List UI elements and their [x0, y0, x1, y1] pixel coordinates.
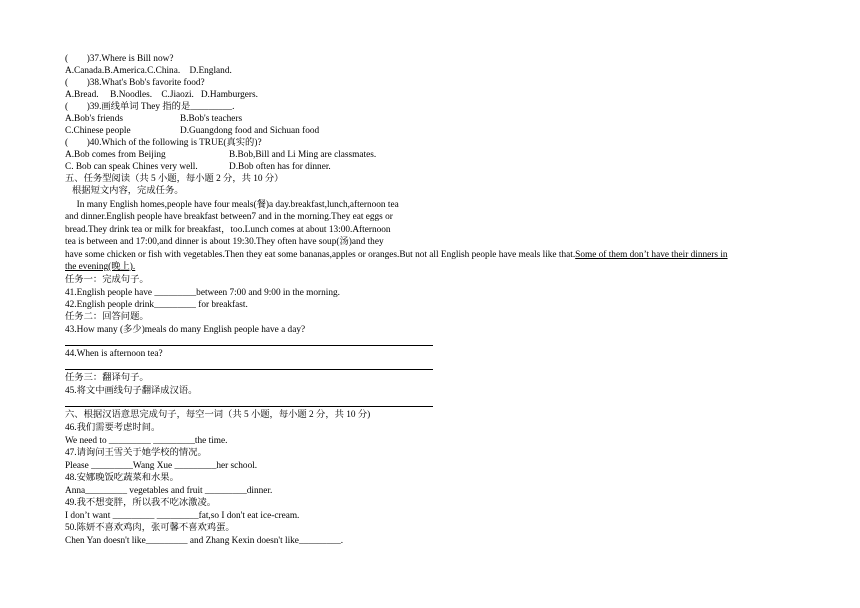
- question-48-english: Anna_________ vegetables and fruit _________dinner.: [65, 486, 273, 496]
- passage-line-4: tea is between and 17:00,and dinner is about 19:30.They often have soup(汤)and they: [65, 237, 384, 247]
- question-43: 43.How many (多少)meals do many English people have a day?: [65, 325, 306, 335]
- answer-line-43: [65, 345, 433, 346]
- question-45: 45.将文中画线句子翻译成汉语。: [65, 386, 198, 396]
- passage-line-5: [65, 250, 728, 261]
- question-44: 44.When is afternoon tea?: [65, 349, 163, 359]
- section-5-instruction: 根据短文内容，完成任务。: [65, 186, 184, 196]
- question-46-chinese: 46.我们需要考虑时间。: [65, 423, 161, 433]
- question-40-option-c: C. Bob can speak Chines very well.: [65, 162, 198, 172]
- passage-text: have some chicken or fish with vegetables.Then they eat some bananas,apples or oranges.But not all English people have meals like that.: [65, 250, 576, 260]
- question-49-chinese: 49.我不想变胖，所以我不吃冰激凌。: [65, 498, 217, 508]
- task-1-heading: 任务一：完成句子。: [65, 275, 149, 285]
- question-38: ( )38.What's Bob's favorite food?: [65, 78, 205, 88]
- question-39-option-b: B.Bob's teachers: [180, 114, 243, 124]
- question-48-chinese: 48.安娜晚饭吃蔬菜和水果。: [65, 473, 179, 483]
- answer-line-45: [65, 406, 433, 407]
- passage-line-3: bread.They drink tea or milk for breakfast，too.Lunch comes at about 13:00.Afternoon: [65, 225, 391, 235]
- task-2-heading: 任务二：回答问题。: [65, 312, 149, 322]
- question-50-english: Chen Yan doesn't like_________ and Zhang Kexin doesn't like_________.: [65, 536, 344, 546]
- question-39-option-c: C.Chinese people: [65, 126, 131, 136]
- question-40: ( )40.Which of the following is TRUE(真实的)?: [65, 138, 262, 148]
- question-47-chinese: 47.请询问王雪关于她学校的情况。: [65, 448, 207, 458]
- question-40-option-d: D.Bob often has for dinner.: [229, 162, 331, 172]
- passage-line-1: In many English homes,people have four meals(餐)a day.breakfast,lunch,afternoon tea: [65, 200, 399, 210]
- underlined-sentence: Some of them don’t have their dinners in: [575, 250, 728, 260]
- underlined-sentence-continued: the evening(晚上).: [65, 262, 136, 272]
- question-39-option-a: A.Bob's friends: [65, 114, 123, 124]
- question-49-english: I don’t want _________ _________fat,so I don't eat ice-cream.: [65, 511, 300, 521]
- question-37: ( )37.Where is Bill now?: [65, 54, 174, 64]
- question-47-english: Please _________Wang Xue _________her school.: [65, 461, 258, 471]
- question-50-chinese: 50.陈妍不喜欢鸡肉，张可馨不喜欢鸡蛋。: [65, 523, 235, 533]
- question-38-options: A.Bread. B.Noodles. C.Jiaozi. D.Hamburgers.: [65, 90, 258, 100]
- section-5-heading: 五、任务型阅读（共 5 小题，每小题 2 分，共 10 分）: [65, 174, 284, 184]
- question-39-option-d: D.Guangdong food and Sichuan food: [180, 126, 320, 136]
- section-6-heading: 六、根据汉语意思完成句子，每空一词（共 5 小题，每小题 2 分，共 10 分): [65, 410, 371, 420]
- answer-line-44: [65, 369, 433, 370]
- passage-line-2: and dinner.English people have breakfast between7 and in the morning.They eat eggs or: [65, 212, 393, 222]
- question-42: 42.English people drink_________ for breakfast.: [65, 300, 248, 310]
- question-46-english: We need to _________ _________the time.: [65, 436, 228, 446]
- question-39: ( )39.画线单词 They 指的是_________.: [65, 102, 235, 112]
- question-41: 41.English people have _________between 7:00 and 9:00 in the morning.: [65, 288, 340, 298]
- question-37-options: A.Canada.B.America.C.China. D.England.: [65, 66, 232, 76]
- task-3-heading: 任务三：翻译句子。: [65, 373, 149, 383]
- question-40-option-b: B.Bob,Bill and Li Ming are classmates.: [229, 150, 377, 160]
- question-40-option-a: A.Bob comes from Beijing: [65, 150, 166, 160]
